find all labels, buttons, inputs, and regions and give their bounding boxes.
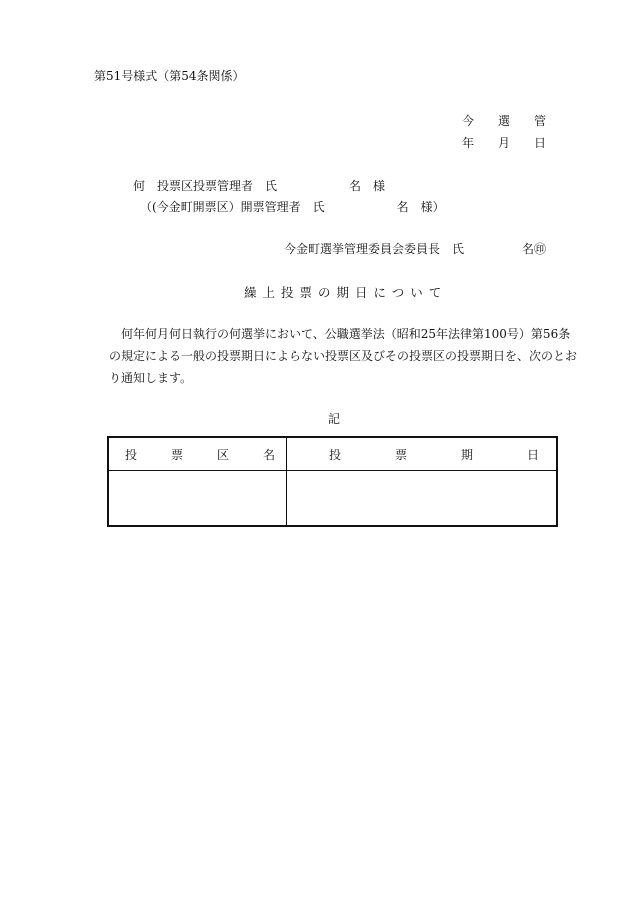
sender-name-line: 今金町選挙管理委員会委員長 氏 (284, 242, 465, 256)
header-char: 区 (216, 447, 229, 462)
document-subject: 繰上投票の期日について (244, 285, 448, 300)
body-paragraph: 何年何月何日執行の何選挙において、公職選挙法（昭和25年法律第100号）第56条の規定による一般の投票期日によらない投票区及びその投票区の投票期日を、次のとおり通知します。 (109, 327, 578, 385)
header-char: 票 (394, 447, 407, 462)
reference-code-char: 管 (533, 114, 546, 128)
reference-code (462, 115, 546, 127)
header-char: 投 (329, 447, 342, 462)
header-char: 期 (460, 447, 473, 462)
column-header-district (125, 438, 275, 470)
schedule-table (107, 436, 558, 527)
addressee-sub-line: （(今金町開票区）開票管理者 氏 名 様） (140, 200, 445, 214)
date-day-label: 日 (533, 136, 546, 150)
date-month-label: 月 (497, 136, 510, 150)
addressee-line: 何 投票区投票管理者 氏 名 様 (133, 179, 386, 193)
voting-date-cell (287, 471, 556, 525)
header-char: 名 (262, 447, 275, 462)
date-year-label: 年 (462, 136, 475, 150)
note-mark: 記 (328, 412, 341, 426)
document-date (462, 137, 546, 149)
form-number: 第51号様式（第54条関係） (94, 69, 245, 83)
sender-seal-label: 名㊞ (522, 242, 547, 256)
header-char: 票 (170, 447, 183, 462)
column-header-date (329, 438, 539, 470)
header-char: 投 (125, 447, 138, 462)
district-name-cell (109, 471, 286, 525)
reference-code-char: 選 (497, 114, 510, 128)
reference-code-char: 今 (462, 114, 475, 128)
header-char: 日 (526, 447, 539, 462)
